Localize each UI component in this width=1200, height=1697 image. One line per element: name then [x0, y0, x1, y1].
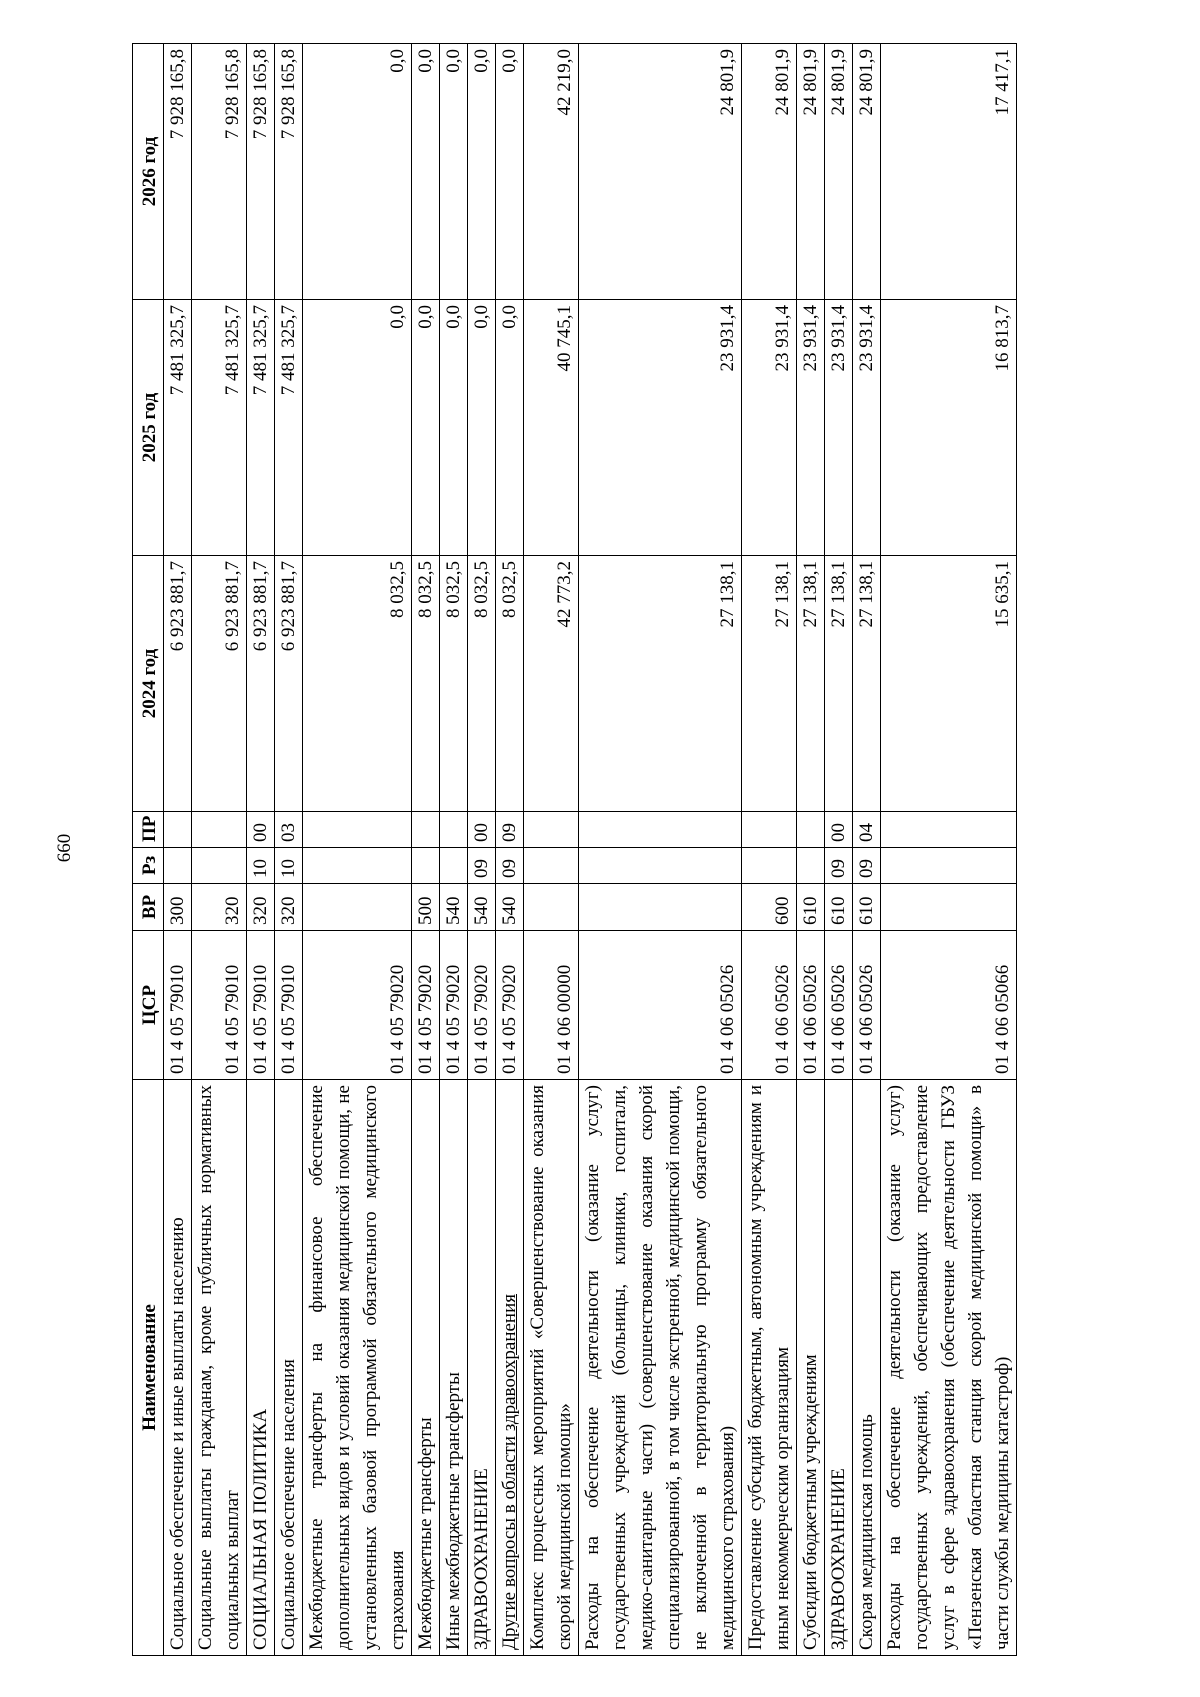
- row-2026: 24 801,9: [825, 44, 853, 300]
- table-row: [275, 44, 303, 1656]
- row-vr: [303, 884, 412, 931]
- row-2026: 24 801,9: [579, 44, 742, 300]
- row-rz: [579, 848, 742, 884]
- row-rz: [303, 848, 412, 884]
- row-name: Межбюджетные трансферты: [412, 1080, 440, 1656]
- row-csr: 01 4 05 79020: [496, 931, 524, 1080]
- header-rz: Рз: [133, 848, 164, 884]
- row-2026: 0,0: [496, 44, 524, 300]
- row-2024: 27 138,1: [742, 556, 797, 812]
- header-vr: ВР: [133, 884, 164, 931]
- row-2026: 7 928 165,8: [275, 44, 303, 300]
- row-vr: 600: [742, 884, 797, 931]
- row-csr: 01 4 05 79010: [164, 931, 192, 1080]
- row-vr: 610: [825, 884, 853, 931]
- row-vr: [579, 884, 742, 931]
- row-pr: 04: [853, 812, 881, 848]
- table-row: [496, 44, 524, 1656]
- table-row: [412, 44, 440, 1656]
- row-csr: 01 4 05 79020: [468, 931, 496, 1080]
- row-rz: [164, 848, 192, 884]
- row-rz: [797, 848, 825, 884]
- header-name: Наименование: [133, 1080, 164, 1656]
- row-vr: [524, 884, 579, 931]
- row-pr: [440, 812, 468, 848]
- row-rz: 09: [468, 848, 496, 884]
- row-2026: 24 801,9: [797, 44, 825, 300]
- row-2024: 27 138,1: [797, 556, 825, 812]
- table-row: [247, 44, 275, 1656]
- row-2024: 27 138,1: [579, 556, 742, 812]
- row-pr: [412, 812, 440, 848]
- row-pr: [524, 812, 579, 848]
- table-row: [192, 44, 247, 1656]
- row-vr: 320: [192, 884, 247, 931]
- row-name: Межбюджетные трансферты на финансовое обеспечение дополнительных видов и условий оказания медицинской помощи, не установленных базовой программой обязательного медицинского страхования: [303, 1080, 412, 1656]
- row-2024: 8 032,5: [303, 556, 412, 812]
- row-name: Скорая медицинская помощь: [853, 1080, 881, 1656]
- row-name: Социальное обеспечение населения: [275, 1080, 303, 1656]
- row-2025: 0,0: [440, 300, 468, 556]
- table-row: [440, 44, 468, 1656]
- row-pr: 00: [468, 812, 496, 848]
- row-2026: 0,0: [468, 44, 496, 300]
- row-csr: 01 4 06 05066: [881, 931, 1017, 1080]
- row-vr: 540: [468, 884, 496, 931]
- row-csr: 01 4 06 05026: [579, 931, 742, 1080]
- row-name: Расходы на обеспечение деятельности (оказание услуг) государственных учреждений (больницы, клиники, госпитали, медико-санитарные части) (совершенствование оказания скорой специализированной, в том числе экстренной, медицинской помощи, не включенной в территориальную программу обязательного медицинского страхования): [579, 1080, 742, 1656]
- row-2024: 8 032,5: [468, 556, 496, 812]
- row-2026: 17 417,1: [881, 44, 1017, 300]
- row-vr: 320: [247, 884, 275, 931]
- row-2025: 0,0: [412, 300, 440, 556]
- row-pr: [579, 812, 742, 848]
- header-pr: ПР: [133, 812, 164, 848]
- table-row: [797, 44, 825, 1656]
- row-pr: 03: [275, 812, 303, 848]
- row-2026: 0,0: [303, 44, 412, 300]
- header-row: [133, 44, 164, 1656]
- row-2025: 23 931,4: [742, 300, 797, 556]
- row-2026: 7 928 165,8: [247, 44, 275, 300]
- row-2026: 0,0: [412, 44, 440, 300]
- row-csr: 01 4 05 79010: [192, 931, 247, 1080]
- row-pr: [881, 812, 1017, 848]
- row-name: Расходы на обеспечение деятельности (оказание услуг) государственных учреждений, обеспечивающих предоставление услуг в сфере здравоохранения (обеспечение деятельности ГБУЗ «Пензенская областная станция скорой медицинской помощи» в части службы медицины катастроф): [881, 1080, 1017, 1656]
- table-row: [524, 44, 579, 1656]
- table-row: [303, 44, 412, 1656]
- table-row: [742, 44, 797, 1656]
- row-vr: 500: [412, 884, 440, 931]
- row-2026: 7 928 165,8: [164, 44, 192, 300]
- row-2025: 23 931,4: [853, 300, 881, 556]
- row-2024: 15 635,1: [881, 556, 1017, 812]
- row-2024: 27 138,1: [825, 556, 853, 812]
- row-pr: [164, 812, 192, 848]
- header-csr: ЦСР: [133, 931, 164, 1080]
- page-number: 660: [54, 833, 75, 863]
- row-vr: 300: [164, 884, 192, 931]
- row-2026: 42 219,0: [524, 44, 579, 300]
- row-2025: 7 481 325,7: [275, 300, 303, 556]
- header-2024: 2024 год: [133, 556, 164, 812]
- row-rz: [742, 848, 797, 884]
- row-2025: 7 481 325,7: [192, 300, 247, 556]
- row-name: Другие вопросы в области здравоохранения: [496, 1080, 524, 1656]
- row-pr: 09: [496, 812, 524, 848]
- row-2025: 7 481 325,7: [164, 300, 192, 556]
- row-2026: 0,0: [440, 44, 468, 300]
- row-rz: [881, 848, 1017, 884]
- row-pr: [303, 812, 412, 848]
- row-csr: 01 4 05 79010: [275, 931, 303, 1080]
- row-pr: [192, 812, 247, 848]
- row-csr: 01 4 05 79020: [412, 931, 440, 1080]
- row-csr: 01 4 05 79010: [247, 931, 275, 1080]
- row-rz: [440, 848, 468, 884]
- table-row: [881, 44, 1017, 1656]
- row-2026: 24 801,9: [742, 44, 797, 300]
- row-csr: 01 4 06 05026: [825, 931, 853, 1080]
- row-csr: 01 4 05 79020: [440, 931, 468, 1080]
- rotated-table-container: [132, 44, 1068, 1656]
- row-2025: 0,0: [303, 300, 412, 556]
- row-name: Социальные выплаты гражданам, кроме публичных нормативных социальных выплат: [192, 1080, 247, 1656]
- row-vr: 610: [853, 884, 881, 931]
- row-rz: 10: [275, 848, 303, 884]
- row-csr: 01 4 05 79020: [303, 931, 412, 1080]
- row-name: Предоставление субсидий бюджетным, автономным учреждениям и иным некоммерческим организациям: [742, 1080, 797, 1656]
- row-2024: 6 923 881,7: [247, 556, 275, 812]
- row-2024: 27 138,1: [853, 556, 881, 812]
- row-rz: [524, 848, 579, 884]
- row-rz: 09: [496, 848, 524, 884]
- row-vr: [881, 884, 1017, 931]
- row-2025: 0,0: [496, 300, 524, 556]
- table-row: [164, 44, 192, 1656]
- row-pr: [742, 812, 797, 848]
- row-name: Социальное обеспечение и иные выплаты населению: [164, 1080, 192, 1656]
- row-rz: [192, 848, 247, 884]
- row-2024: 42 773,2: [524, 556, 579, 812]
- row-2025: 16 813,7: [881, 300, 1017, 556]
- table-row: [579, 44, 742, 1656]
- row-csr: 01 4 06 00000: [524, 931, 579, 1080]
- row-2024: 8 032,5: [440, 556, 468, 812]
- table-row: [825, 44, 853, 1656]
- row-pr: 00: [825, 812, 853, 848]
- table-row: [468, 44, 496, 1656]
- row-2024: 8 032,5: [412, 556, 440, 812]
- row-pr: 00: [247, 812, 275, 848]
- row-2026: 24 801,9: [853, 44, 881, 300]
- row-name: Комплекс процессных мероприятий «Совершенствование оказания скорой медицинской помощи»: [524, 1080, 579, 1656]
- row-2024: 6 923 881,7: [275, 556, 303, 812]
- header-2025: 2025 год: [133, 300, 164, 556]
- row-2025: 23 931,4: [825, 300, 853, 556]
- row-2026: 7 928 165,8: [192, 44, 247, 300]
- row-vr: 320: [275, 884, 303, 931]
- row-2025: 40 745,1: [524, 300, 579, 556]
- table-row: [853, 44, 881, 1656]
- row-2025: 7 481 325,7: [247, 300, 275, 556]
- row-rz: 10: [247, 848, 275, 884]
- row-2025: 23 931,4: [579, 300, 742, 556]
- row-rz: 09: [853, 848, 881, 884]
- row-name: ЗДРАВООХРАНЕНИЕ: [468, 1080, 496, 1656]
- row-name: ЗДРАВООХРАНЕНИЕ: [825, 1080, 853, 1656]
- row-name: Иные межбюджетные трансферты: [440, 1080, 468, 1656]
- row-vr: 540: [496, 884, 524, 931]
- row-2024: 8 032,5: [496, 556, 524, 812]
- budget-table: [132, 43, 1017, 1656]
- row-name: Субсидии бюджетным учреждениям: [797, 1080, 825, 1656]
- row-vr: 610: [797, 884, 825, 931]
- row-2024: 6 923 881,7: [192, 556, 247, 812]
- row-pr: [797, 812, 825, 848]
- row-2025: 23 931,4: [797, 300, 825, 556]
- row-name: СОЦИАЛЬНАЯ ПОЛИТИКА: [247, 1080, 275, 1656]
- row-rz: 09: [825, 848, 853, 884]
- row-vr: 540: [440, 884, 468, 931]
- row-csr: 01 4 06 05026: [853, 931, 881, 1080]
- row-csr: 01 4 06 05026: [797, 931, 825, 1080]
- row-2025: 0,0: [468, 300, 496, 556]
- header-2026: 2026 год: [133, 44, 164, 300]
- row-rz: [412, 848, 440, 884]
- row-2024: 6 923 881,7: [164, 556, 192, 812]
- row-csr: 01 4 06 05026: [742, 931, 797, 1080]
